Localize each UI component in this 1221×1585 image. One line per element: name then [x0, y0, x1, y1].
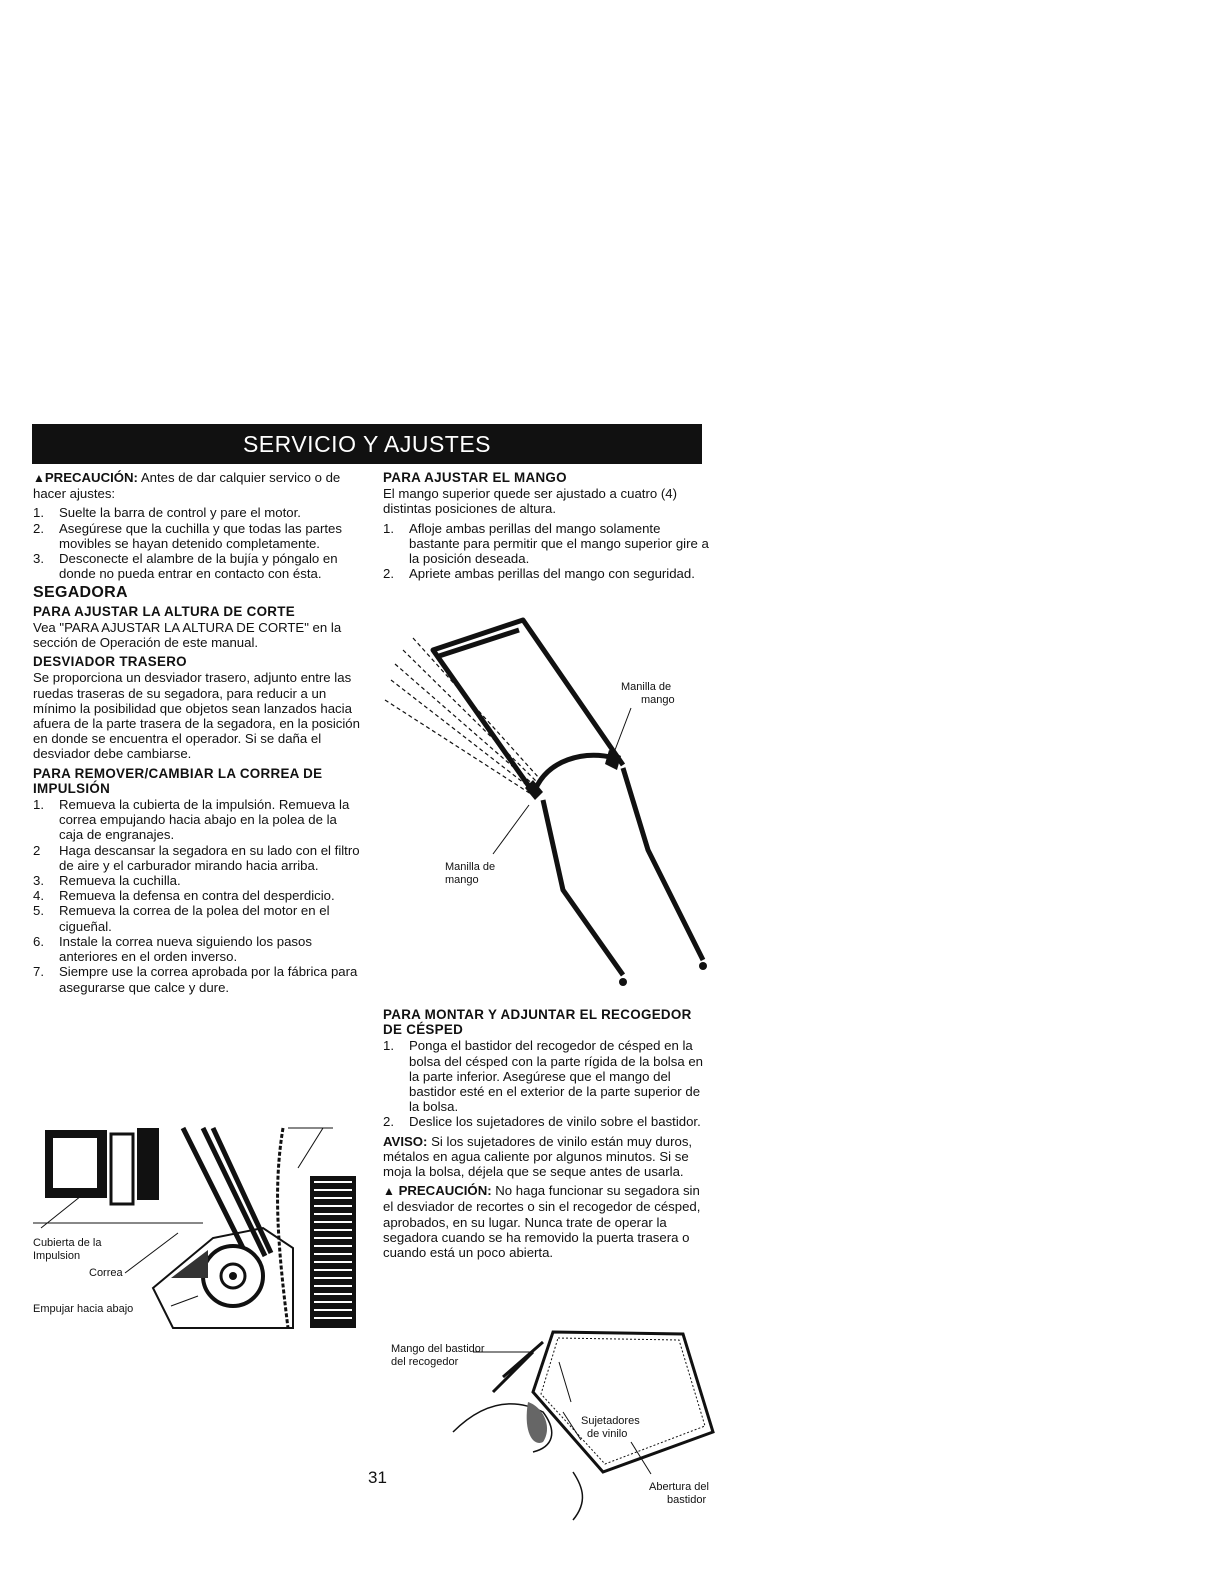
cover-panel-shape [111, 1134, 133, 1204]
label-mango-bottom: mango [445, 874, 479, 886]
list-item: 5. Remueva la correa de la polea del motor en el cigueñal. [33, 903, 330, 934]
drive-belt-illustration [33, 1128, 363, 1334]
heading-correa: PARA REMOVER/CAMBIAR LA CORREA DE IMPULSIÓN [33, 765, 323, 796]
left-column [33, 470, 363, 999]
caution-text: Antes de dar calquier servico o de hacer ajustes: [33, 470, 341, 502]
list-item: 2. Asegúrese que la cuchilla y que todas las partes movibles se hayan detenido completamente. [33, 520, 342, 551]
guard-shape [171, 1250, 208, 1278]
warning-triangle-icon: ▲ [33, 471, 45, 485]
caution2-paragraph [383, 1183, 713, 1260]
heading-altura: PARA AJUSTAR LA ALTURA DE CORTE [33, 603, 295, 619]
label-manilla-top: Manilla de [621, 681, 672, 693]
callout-line [559, 1362, 571, 1402]
altura-text: Vea "PARA AJUSTAR LA ALTURA DE CORTE" en la sección de Operación de este manual. [33, 619, 342, 651]
label-impulsion: Impulsion [33, 1250, 81, 1262]
list-item: 2. Apriete ambas perillas del mango con seguridad. [383, 566, 695, 582]
handle-end-left [619, 978, 627, 986]
vinyl-clip-shape [527, 1402, 547, 1443]
right-column [383, 470, 713, 585]
right-column-lower [383, 1004, 713, 1264]
heading-recogedor: PARA MONTAR Y ADJUNTAR EL RECOGEDOR DE CÉSPED [383, 1007, 692, 1038]
lower-handle [535, 755, 703, 975]
list-item: 1. Ponga el bastidor del recogedor de césped en la bolsa del césped con la parte rígida de la bolsa en la parte inferior. Asegúrese que el mango del bastidor esté en el exterior de la parte superior de la bolsa. [383, 1038, 703, 1115]
handle-end-right [699, 962, 707, 970]
label-del-recogedor: del recogedor [391, 1356, 459, 1368]
caution2-label: ▲ PRECAUCIÓN: [383, 1183, 492, 1199]
handle-knob-right [605, 750, 621, 770]
callout-line [298, 1128, 323, 1168]
list-item: 3. Remueva la cuchilla. [33, 873, 181, 889]
gearbox-shape [137, 1128, 159, 1200]
label-bastidor: bastidor [667, 1494, 707, 1506]
label-manilla-bottom: Manilla de [445, 861, 496, 873]
heading-desviador: DESVIADOR TRASERO [33, 654, 187, 670]
belt-strands [183, 1128, 271, 1258]
heading-segadora: SEGADORA [33, 584, 128, 602]
label-mango-bastidor: Mango del bastidor [391, 1343, 485, 1355]
caution-label: ▲PRECAUCIÓN: [33, 470, 138, 485]
list-item: 1. Afloje ambas perillas del mango solamente bastante para permitir que el mango superior gire a la posición deseada. [383, 520, 709, 567]
label-abertura: Abertura del [649, 1481, 709, 1493]
list-item: 6. Instale la correa nueva siguiendo los pasos anteriores en el orden inverso. [33, 933, 312, 965]
mango-steps [383, 521, 713, 582]
callout-line [493, 805, 529, 854]
engine-window-shape [53, 1138, 97, 1188]
label-empujar: Empujar hacia abajo [33, 1303, 134, 1315]
warning-triangle-icon: ▲ [383, 1184, 395, 1199]
list-item: 2 Haga descansar la segadora en su lado con el filtro de aire y el carburador mirando hacia arriba. [33, 842, 360, 873]
callout-line [615, 708, 631, 750]
aviso-label: AVISO: [383, 1133, 428, 1149]
caution2-text: No haga funcionar su segadora sin el desviador de recortes o sin el recogedor de césped, aprobados, en su lugar. Nunca trate de operar la segadora cuando se ha removido la puerta trasera o cuando está un poco abierta. [383, 1183, 701, 1261]
list-item: 4. Remueva la defensa en contra del desperdicio. [33, 888, 335, 904]
list-item: 1. Remueva la cubierta de la impulsión. Remueva la correa empujando hacia abajo en la polea de la caja de engranajes. [33, 797, 350, 843]
desviador-text: Se proporciona un desviador trasero, adjunto entre las ruedas traseras de su segadora, para reducir a un mínimo la posibilidad que objetos sean lanzados hacia afuera de la parte trasera de la segadora, en la posición en donde se encuentra el operador. Si se daña el desviador debe cambiarse. [33, 670, 360, 762]
callout-line [125, 1233, 178, 1273]
callout-line [171, 1296, 198, 1306]
bag-frame [533, 1332, 713, 1472]
upper-handle [433, 620, 623, 792]
aviso-paragraph [383, 1134, 713, 1180]
pulley-center [229, 1272, 237, 1280]
label-correa: Correa [89, 1267, 123, 1279]
grass-bag-illustration [383, 1322, 723, 1520]
heading-mango: PARA AJUSTAR EL MANGO [383, 470, 567, 485]
page-number: 31 [368, 1468, 387, 1487]
cable-shape [278, 1128, 288, 1328]
section-banner: SERVICIO Y AJUSTES [32, 424, 702, 464]
correa-steps [33, 797, 363, 995]
label-de-vinilo: de vinilo [587, 1428, 628, 1440]
mango-text: El mango superior quede ser ajustado a cuatro (4) distintas posiciones de altura. [383, 486, 677, 517]
callout-line [631, 1442, 651, 1474]
label-sujetadores: Sujetadores [581, 1415, 640, 1427]
list-item: 7. Siempre use la correa aprobada por la fábrica para asegurarse que calce y dure. [33, 964, 358, 995]
hand-outline-lower [573, 1472, 582, 1520]
list-item: 2. Deslice los sujetadores de vinilo sobre el bastidor. [383, 1114, 701, 1130]
recogedor-steps [383, 1038, 713, 1129]
list-item: 1. Suelte la barra de control y pare el motor. [33, 505, 301, 521]
label-cubierta: Cubierta de la [33, 1237, 102, 1249]
aviso-text: Si los sujetadores de vinilo están muy duros, métalos en agua caliente por algunos minutos. Si se moja la bolsa, déjela que se seque antes de usarla. [383, 1133, 693, 1180]
handle-adjust-illustration [383, 600, 713, 998]
list-item: 3. Desconecte el alambre de la bujía y póngalo en donde no pueda entrar en contacto con ésta. [33, 551, 338, 582]
caution-steps [33, 505, 363, 581]
caution-paragraph [33, 470, 363, 501]
label-mango-top: mango [641, 694, 675, 706]
